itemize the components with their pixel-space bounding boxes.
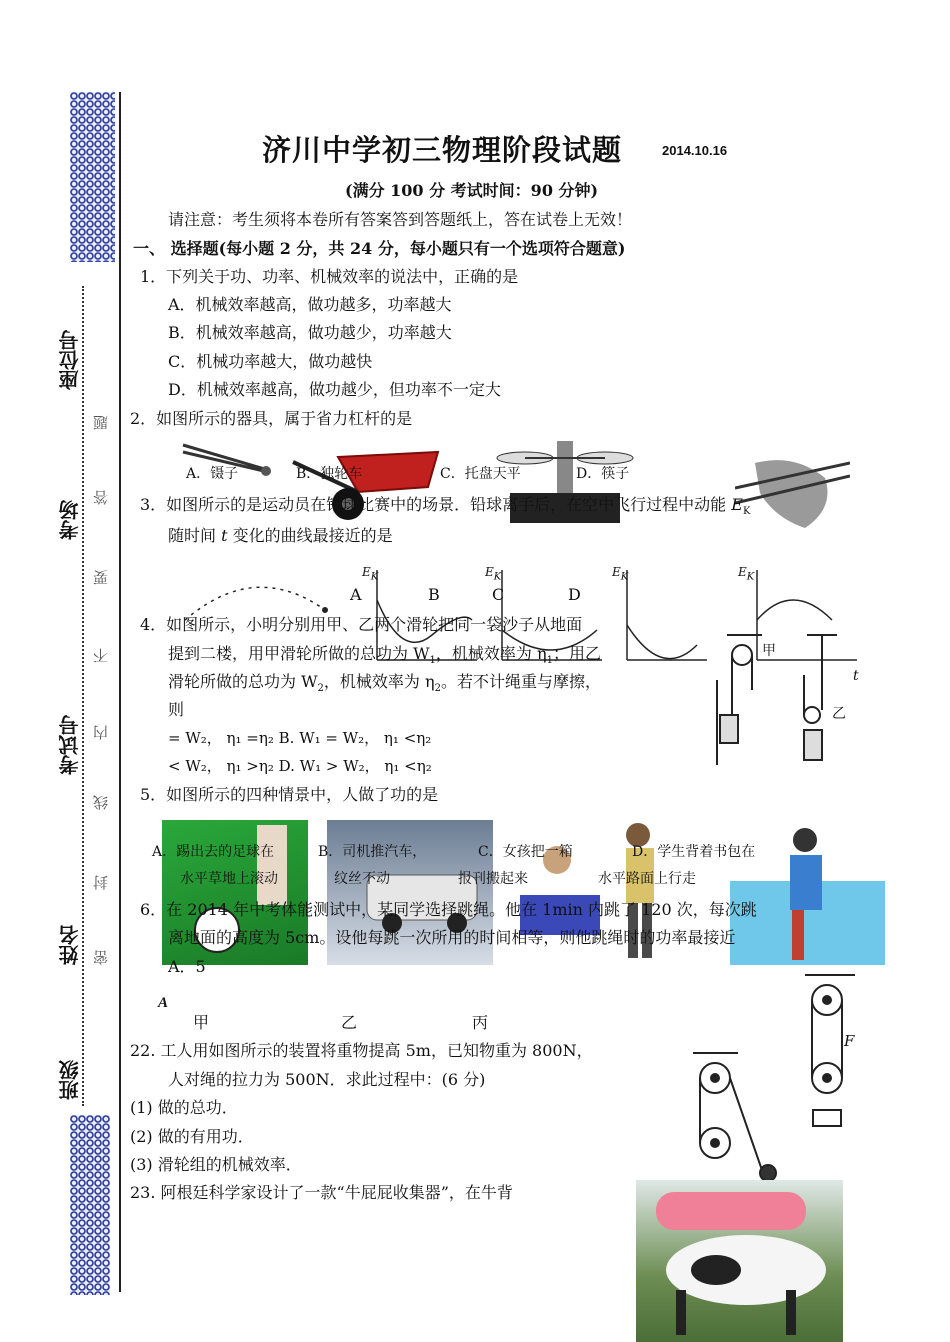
axis-y: E <box>738 565 747 579</box>
notice: 请注意：考生须将本卷所有答案答到答题纸上，答在试卷上无效！ <box>168 210 633 229</box>
balance-icon <box>495 433 635 533</box>
axis-ek-d <box>738 565 754 582</box>
q3-stem-a-text: 3．如图所示的是运动员在铅球比赛中的场景．铅球离手后，在空中飞行过程中动能 <box>140 495 727 514</box>
q5-c-text2: 报刊搬起来 <box>458 871 528 887</box>
q5-a-text: 踢出去的足球在 <box>176 844 275 860</box>
q4-stem-2c: ；用乙 <box>552 644 601 663</box>
score-time: (满分 100 分 考试时间：90 分钟) <box>345 181 599 200</box>
q5-a-text2: 水平草地上滚动 <box>180 871 278 887</box>
name-label: 姓名 <box>58 925 82 965</box>
q2-label-b: B．独轮车 <box>296 466 363 482</box>
chopsticks-hand-icon <box>735 448 850 533</box>
q5-b-letter: B． <box>318 844 343 860</box>
q5-d-letter: D． <box>632 844 658 860</box>
q2-label-a: A．镊子 <box>186 466 239 482</box>
q5-d-label <box>632 841 755 861</box>
cow-collector-image <box>636 1180 843 1342</box>
q1-stem: 1．下列关于功、功率、机械效率的说法中，正确的是 <box>140 267 519 286</box>
q4-stem-4: 则 <box>168 700 185 719</box>
seal-char: 封 <box>92 875 110 890</box>
seal-char: 题 <box>92 415 110 430</box>
q4-options-cd: < W₂， η₁ >η₂ D. W₁ > W₂， η₁ <η₂ <box>168 757 432 775</box>
q5-d-text2: 水平路面上行走 <box>598 871 696 887</box>
label-jia: 甲 <box>193 1013 210 1032</box>
section-heading: 一、 选择题(每小题 2 分，共 24 分，每小题只有一个选项符合题意) <box>133 239 626 258</box>
axis-y-sub: K <box>746 571 755 583</box>
q5-b-label <box>318 841 426 861</box>
q5-stem: 5．如图所示的四种情景中，人做了功的是 <box>140 785 439 804</box>
pulley-label-jia: 甲 <box>762 643 776 659</box>
seal-char: 线 <box>92 795 110 810</box>
q22-stem-2: 人对绳的拉力为 500N．求此过程中：(6 分) <box>168 1070 486 1089</box>
room-label: 考场 <box>58 500 82 540</box>
axis-y: E <box>485 565 494 579</box>
q3-stem-b <box>168 523 393 546</box>
axis-t: t <box>853 668 859 684</box>
q4-stem-3 <box>168 669 601 694</box>
axis-ek-a <box>362 565 378 582</box>
q3-stem-b-text: 随时间 <box>168 526 217 545</box>
q6-stem-1: 6．在 2014 年中考体能测试中，某同学选择跳绳。他在 1min 内跳了 120 次，每次跳 <box>140 900 757 919</box>
class-label: 班级 <box>58 1060 82 1100</box>
graph-label-b: B <box>428 585 440 604</box>
axis-y-sub: K <box>493 571 502 583</box>
q5-c-text: 女孩把一箱 <box>502 844 573 860</box>
pattern-top-icon <box>70 92 115 262</box>
label-yi: 乙 <box>341 1013 358 1032</box>
force-label: F <box>844 1032 855 1050</box>
q4-options-ab: = W₂， η₁ =η₂ B. W₁ = W₂， η₁ <η₂ <box>168 729 432 747</box>
eta2-sub: 2 <box>434 683 441 695</box>
q1-option-a: A．机械效率越高，做功越多，功率越大 <box>168 295 452 314</box>
pulley-system-f-diagram <box>795 970 865 1130</box>
fig-a-label: A <box>158 995 169 1011</box>
q4-stem-3c: 。若不计绳重与摩擦， <box>440 672 601 691</box>
seal-char: 答 <box>92 490 110 505</box>
q4-stem-3-text: 滑轮所做的总功为 W <box>168 672 318 691</box>
q22-part-3: (3) 滑轮组的机械效率． <box>130 1155 302 1174</box>
q5-b-text: 司机推汽车， <box>342 844 427 860</box>
page-title: 济川中学初三物理阶段试题 <box>262 133 623 167</box>
w2-sub: 2 <box>317 683 324 695</box>
axis-y-sub: K <box>620 571 629 583</box>
q4-stem-2-text: 提到二楼，用甲滑轮所做的总功为 W <box>168 644 430 663</box>
q23-stem: 23. 阿根廷科学家设计了一款“牛屁屁收集器”，在牛背 <box>130 1183 513 1202</box>
dotted-seal-line <box>82 286 84 1106</box>
q2-stem: 2．如图所示的器具，属于省力杠杆的是 <box>130 409 413 428</box>
q5-c-label <box>478 841 573 861</box>
q5-b-text2: 纹丝不动 <box>334 871 390 887</box>
eta1-sub: 1 <box>546 655 553 667</box>
q2-label-c: C．托盘天平 <box>440 466 521 482</box>
q1-option-c: C．机械功率越大，做功越快 <box>168 352 373 371</box>
axis-ek-b <box>485 565 501 582</box>
q4-stem-2b: ，机械效率为 η <box>435 644 547 663</box>
q22-part-1: (1) 做的总功． <box>130 1098 238 1117</box>
seal-char: 要 <box>92 570 110 585</box>
q5-c-letter: C． <box>478 844 503 860</box>
q4-stem-2 <box>168 641 601 666</box>
pattern-bottom-icon <box>70 1115 110 1295</box>
q2-label-d: D．筷子 <box>576 466 630 482</box>
exam-no-label: 考试号 <box>58 715 82 775</box>
q1-option-b: B．机械效率越高，做功越少，功率越大 <box>168 323 452 342</box>
axis-y: E <box>362 565 371 579</box>
q6-option-a: A．5 <box>168 957 206 976</box>
q22-part-2: (2) 做的有用功． <box>130 1127 254 1146</box>
binding-line <box>119 92 121 1292</box>
ek-sub: K <box>742 506 751 518</box>
q6-stem-2: 离地面的高度为 5cm。设他每跳一次所用的时间相等，则他跳绳时的功率最接近 <box>168 928 736 947</box>
graph-label-d: D <box>568 585 581 604</box>
seal-char: 不 <box>92 648 110 663</box>
q5-a-label <box>152 841 274 861</box>
seat-label: 座位号 <box>58 330 82 390</box>
q4-stem-3b: ，机械效率为 η <box>323 672 435 691</box>
axis-ek-c <box>612 565 628 582</box>
worker-pulley-diagram <box>688 1048 788 1188</box>
seal-char: 内 <box>92 725 110 740</box>
q4-stem-1: 4．如图所示，小明分别用甲、乙两个滑轮把同一袋沙子从地面 <box>140 615 583 634</box>
label-bing: 丙 <box>472 1013 489 1032</box>
q5-d-text: 学生背着书包在 <box>657 844 756 860</box>
q22-stem-1: 22. 工人用如图所示的装置将重物提高 5m，已知物重为 800N， <box>130 1041 593 1060</box>
q3-stem-a <box>140 492 750 517</box>
axis-y-sub: K <box>370 571 379 583</box>
ek-symbol: E <box>731 495 743 514</box>
q1-option-d: D．机械效率越高，做功越少，但功率不一定大 <box>168 380 501 399</box>
q5-a-letter: A． <box>152 844 177 860</box>
graph-label-c: C <box>492 585 505 604</box>
pulley-jia-yi-diagram <box>712 630 842 770</box>
w1-sub: 1 <box>429 655 436 667</box>
exam-date: 2014.10.16 <box>662 143 728 158</box>
q3-stem-c-text: 变化的曲线最接近的是 <box>232 526 393 545</box>
pulley-label-yi: 乙 <box>832 706 846 722</box>
seal-char: 密 <box>92 950 110 965</box>
t-var: t <box>221 526 228 545</box>
axis-y: E <box>612 565 621 579</box>
graph-label-a: A <box>350 585 362 604</box>
